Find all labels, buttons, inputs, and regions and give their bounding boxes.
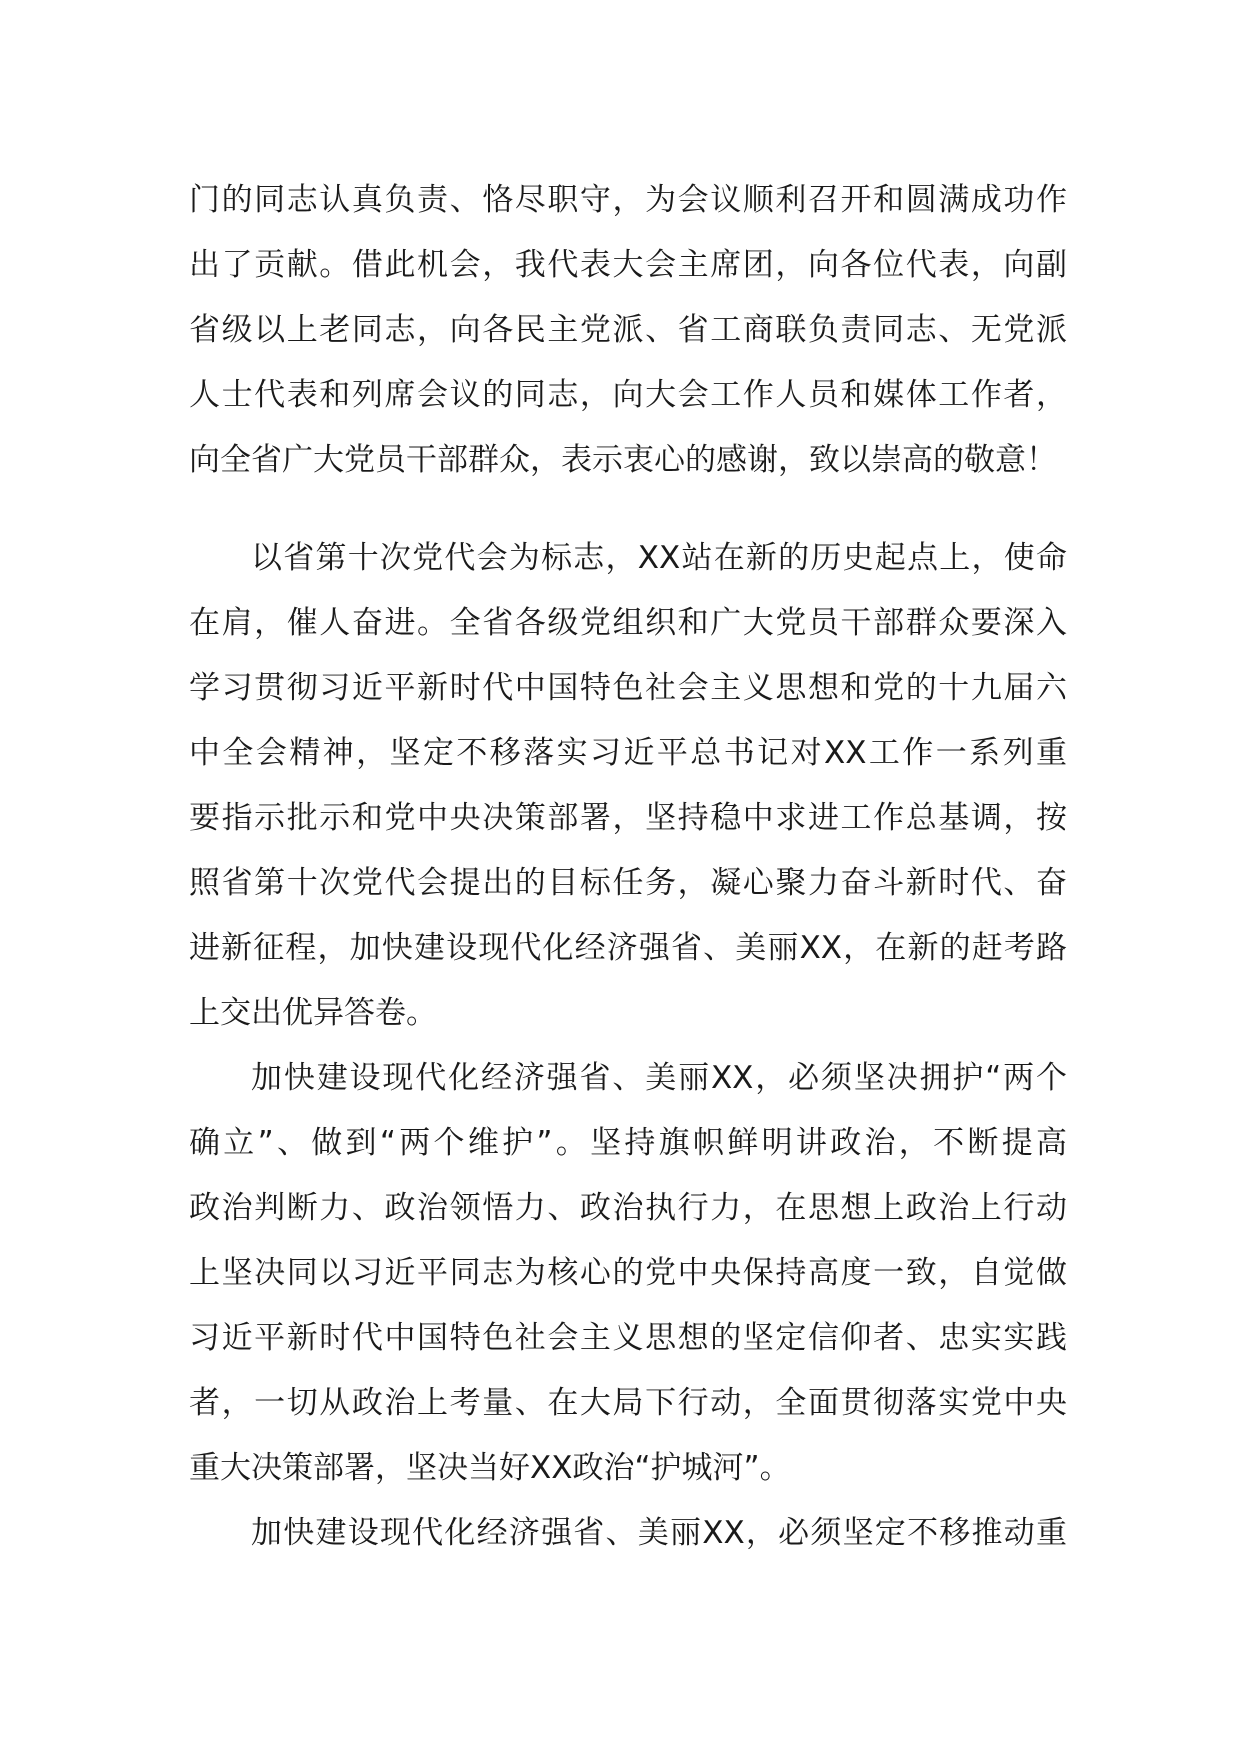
text-line: 以省第十次党代会为标志，XX站在新的历史起点上，使命 (251, 540, 1067, 576)
text-line: 学习贯彻习近平新时代中国特色社会主义思想和党的十九届六 (189, 670, 1067, 706)
text-line: 人士代表和列席会议的同志，向大会工作人员和媒体工作者， (189, 377, 1067, 413)
text-line: 上坚决同以习近平同志为核心的党中央保持高度一致，自觉做 (189, 1255, 1067, 1291)
text-line: 加快建设现代化经济强省、美丽XX，必须坚定不移推动重 (251, 1515, 1067, 1551)
text-line: 中全会精神，坚定不移落实习近平总书记对XX工作一系列重 (189, 735, 1067, 771)
text-line: 者，一切从政治上考量、在大局下行动，全面贯彻落实党中央 (189, 1385, 1067, 1421)
text-line: 在肩，催人奋进。全省各级党组织和广大党员干部群众要深入 (189, 605, 1067, 641)
text-line: 门的同志认真负责、恪尽职守，为会议顺利召开和圆满成功作 (189, 182, 1067, 218)
text-line: 省级以上老同志，向各民主党派、省工商联负责同志、无党派 (189, 312, 1067, 348)
text-line: 重大决策部署，坚决当好XX政治“护城河”。 (189, 1450, 791, 1486)
text-line: 加快建设现代化经济强省、美丽XX，必须坚决拥护“两个 (251, 1060, 1067, 1096)
text-line: 确立”、做到“两个维护”。坚持旗帜鲜明讲政治，不断提高 (189, 1125, 1067, 1161)
text-line: 要指示批示和党中央决策部署，坚持稳中求进工作总基调，按 (189, 800, 1067, 836)
text-line: 进新征程，加快建设现代化经济强省、美丽XX，在新的赶考路 (189, 930, 1067, 966)
document-body (189, 168, 1067, 1566)
text-line: 政治判断力、政治领悟力、政治执行力，在思想上政治上行动 (189, 1190, 1067, 1226)
text-line: 习近平新时代中国特色社会主义思想的坚定信仰者、忠实实践 (189, 1320, 1067, 1356)
text-line: 照省第十次党代会提出的目标任务，凝心聚力奋斗新时代、奋 (189, 865, 1067, 901)
paragraph-gap (189, 493, 1067, 526)
text-line: 出了贡献。借此机会，我代表大会主席团，向各位代表，向副 (189, 247, 1067, 283)
text-line: 上交出优异答卷。 (189, 995, 437, 1031)
text-line: 向全省广大党员干部群众，表示衷心的感谢，致以崇高的敬意！ (189, 442, 1057, 478)
